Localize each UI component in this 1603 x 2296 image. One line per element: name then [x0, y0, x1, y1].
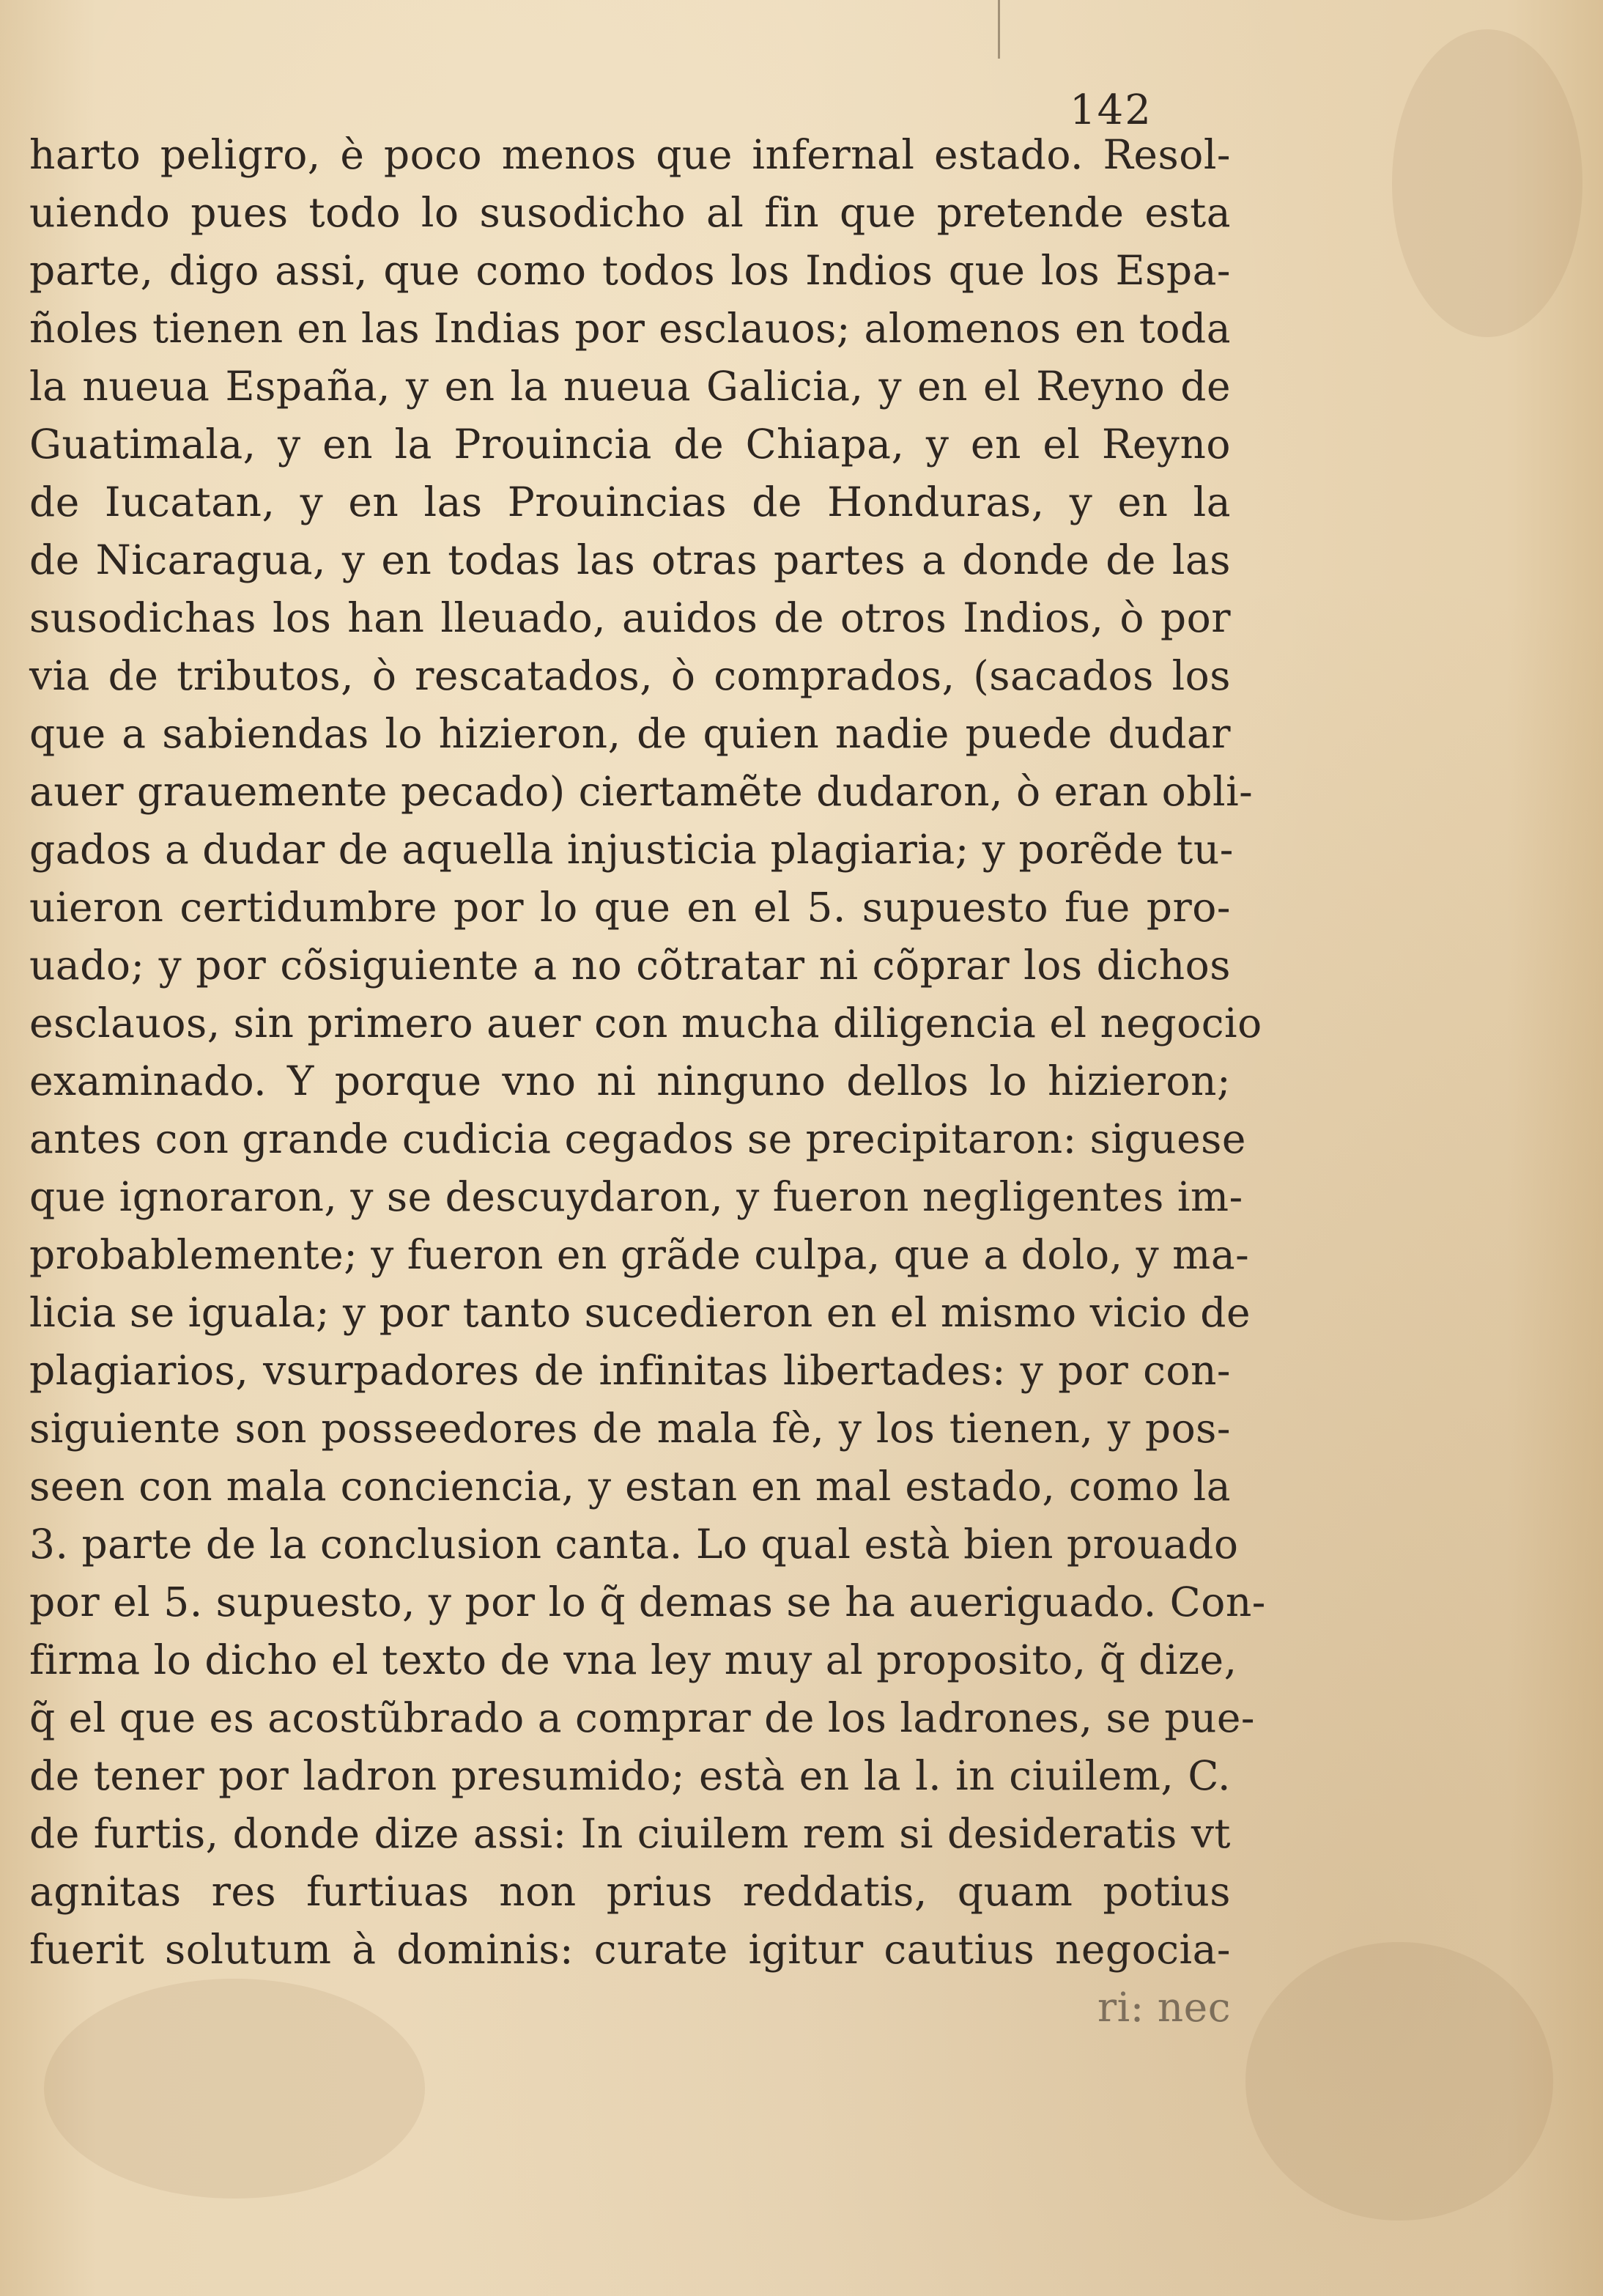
- text-line: parte, digo assi, que como todos los Indios que los Espa-: [29, 247, 1231, 294]
- text-line: uiendo pues todo lo susodicho al fin que pretende esta: [29, 189, 1231, 236]
- text-line: por el 5. supuesto, y por lo q̃ demas se ha aueriguado. Con-: [29, 1579, 1266, 1625]
- text-line: auer grauemente pecado) ciertamẽte dudaron, ò eran obli-: [29, 768, 1254, 815]
- text-line: de Nicaragua, y en todas las otras partes a donde de las: [29, 536, 1231, 583]
- paper-stain: [1392, 29, 1582, 337]
- text-line: esclauos, sin primero auer con mucha diligencia el negocio: [29, 1000, 1262, 1047]
- text-line: plagiarios, vsurpadores de infinitas libertades: y por con-: [29, 1347, 1231, 1394]
- text-line: antes con grande cudicia cegados se precipitaron: siguese: [29, 1115, 1246, 1162]
- text-line: la nueua España, y en la nueua Galicia, y en el Reyno de: [29, 363, 1231, 410]
- text-line: que ignoraron, y se descuydaron, y fueron negligentes im-: [29, 1173, 1243, 1220]
- text-line: de tener por ladron presumido; està en la l. in ciuilem, C.: [29, 1752, 1231, 1799]
- text-line: harto peligro, è poco menos que infernal estado. Resol-: [29, 131, 1231, 178]
- text-line: agnitas res furtiuas non prius reddatis, quam potius: [29, 1868, 1231, 1915]
- text-line: susodichas los han lleuado, auidos de otros Indios, ò por: [29, 594, 1231, 641]
- text-line: via de tributos, ò rescatados, ò comprados, (sacados los: [29, 652, 1231, 699]
- text-line: fuerit solutum à dominis: curate igitur cautius negocia-: [29, 1926, 1231, 1973]
- text-line: q̃ el que es acostũbrado a comprar de los ladrones, se pue-: [29, 1694, 1256, 1741]
- paper-fold-mark: [998, 0, 1000, 59]
- text-line: licia se iguala; y por tanto sucedieron en el mismo vicio de: [29, 1289, 1251, 1336]
- text-line: probablemente; y fueron en grãde culpa, que a dolo, y ma-: [29, 1231, 1250, 1278]
- text-line: seen con mala conciencia, y estan en mal estado, como la: [29, 1463, 1231, 1510]
- paper-stain: [1245, 1942, 1553, 2221]
- text-line: gados a dudar de aquella injusticia plagiaria; y porẽde tu-: [29, 826, 1234, 873]
- text-line: examinado. Y porque vno ni ninguno dellos lo hizieron;: [29, 1057, 1231, 1104]
- text-line: ñoles tienen en las Indias por esclauos; alomenos en toda: [29, 305, 1231, 352]
- text-line: 3. parte de la conclusion canta. Lo qual està bien prouado: [29, 1521, 1239, 1568]
- text-line: Guatimala, y en la Prouincia de Chiapa, y en el Reyno: [29, 421, 1231, 468]
- body-text: [29, 126, 1266, 2037]
- text-line: siguiente son posseedores de mala fè, y los tienen, y pos-: [29, 1405, 1231, 1452]
- text-line: uado; y por cõsiguiente a no cõtratar ni cõprar los dichos: [29, 942, 1231, 989]
- page-number: 142: [1070, 86, 1152, 134]
- text-line: firma lo dicho el texto de vna ley muy al proposito, q̃ dize,: [29, 1636, 1237, 1683]
- text-line: de furtis, donde dize assi: In ciuilem rem si desideratis vt: [29, 1810, 1231, 1857]
- catchword: ri: nec: [1097, 1984, 1231, 2031]
- text-line: uieron certidumbre por lo que en el 5. supuesto fue pro-: [29, 884, 1231, 931]
- text-line: que a sabiendas lo hizieron, de quien nadie puede dudar: [29, 710, 1231, 757]
- text-line: de Iucatan, y en las Prouincias de Honduras, y en la: [29, 479, 1231, 525]
